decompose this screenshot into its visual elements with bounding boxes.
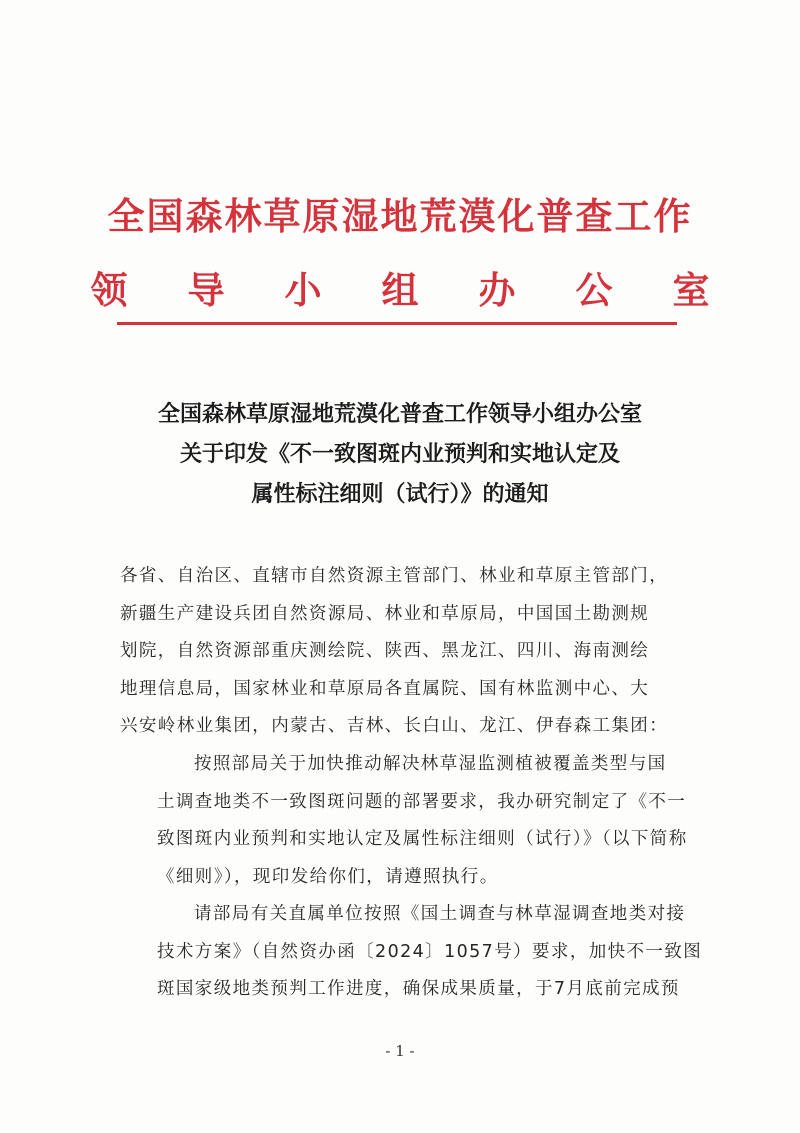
document-title-line1: 全国森林草原湿地荒漠化普查工作领导小组办公室 [157,402,642,427]
page-number: - 1 - [385,1042,415,1060]
addressee-block [120,558,690,746]
paragraph-line: 请部局有关直属单位按照《国土调查与林草湿调查地类对接 [194,904,686,924]
paragraph-line: 技术方案》（自然资办函〔2024〕1057号）要求，加快不一致图 [157,941,703,962]
body-paragraph-1 [120,746,690,896]
addressee-line: 各省、自治区、直辖市自然资源主管部门、林业和草原主管部门， [120,566,669,586]
addressee-line: 划院，自然资源部重庆测绘院、陕西、黑龙江、四川、海南测绘 [120,641,650,661]
issuer-header-line1: 全国森林草原湿地荒漠化普查工作 [107,194,693,238]
red-separator-line [117,322,677,325]
issuer-header-line2: 领导小组办公室 [90,268,770,312]
document-title-line3: 属性标注细则（试行）》的通知 [251,482,549,507]
addressee-line: 地理信息局，国家林业和草原局各直属院、国有林监测中心、大 [120,678,650,699]
paragraph-line: 《细则》），现印发给你们，请遵照执行。 [157,866,499,887]
document-title-line2: 关于印发《不一致图斑内业预判和实地认定及 [179,442,620,467]
body-paragraph-2 [120,896,703,1009]
paragraph-line: 土调查地类不一致图斑问题的部署要求，我办研究制定了《不一 [157,791,687,812]
addressee-line: 新疆生产建设兵团自然资源局、林业和草原局，中国国土勘测规 [120,603,650,624]
addressee-line: 兴安岭林业集团，内蒙古、吉林、长白山、龙江、伊春森工集团： [120,716,669,736]
paragraph-line: 致图斑内业预判和实地认定及属性标注细则（试行）》（以下简称 [157,829,688,849]
paragraph-line: 按照部局关于加快推动解决林草湿监测植被覆盖类型与国 [194,754,667,774]
paragraph-line: 斑国家级地类预判工作进度，确保成果质量，于7月底前完成预 [157,979,680,999]
